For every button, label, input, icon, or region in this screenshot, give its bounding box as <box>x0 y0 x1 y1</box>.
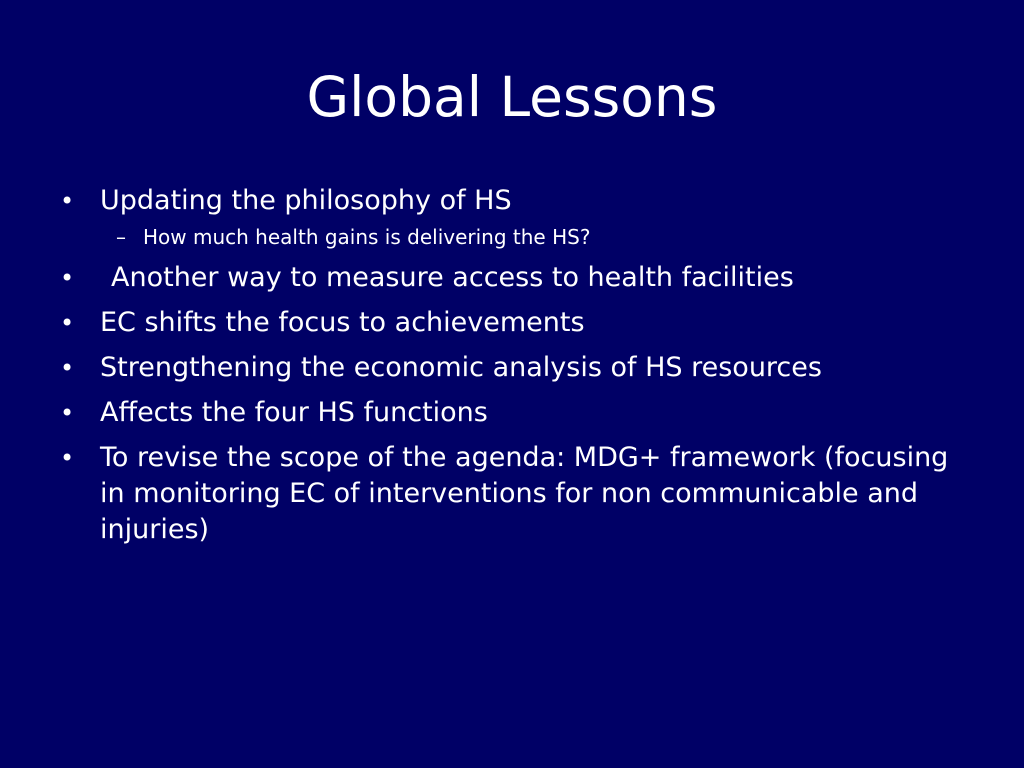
bullet-item <box>58 305 958 341</box>
bullet-icon: • <box>60 264 75 292</box>
bullet-item <box>58 350 958 386</box>
bullet-text: Affects the four HS functions <box>100 397 488 428</box>
bullet-text: To revise the scope of the agenda: MDG+ framework (focusing in monitoring EC of interventions for non communicable and injuries) <box>100 442 949 545</box>
bullet-text: Updating the philosophy of HS <box>100 185 512 216</box>
bullet-icon: • <box>60 354 75 382</box>
sub-bullet-text: How much health gains is delivering the HS? <box>143 225 591 249</box>
sub-bullet-item <box>58 223 958 251</box>
bullet-item <box>58 260 958 296</box>
bullet-text: Strengthening the economic analysis of HS resources <box>100 352 822 383</box>
slide-title: Global Lessons <box>306 65 718 129</box>
bullet-item <box>58 395 958 431</box>
bullet-text: Another way to measure access to health facilities <box>111 262 794 293</box>
bullet-text: EC shifts the focus to achievements <box>100 307 585 338</box>
bullet-item <box>58 183 958 219</box>
bullet-icon: • <box>60 309 75 337</box>
bullet-icon: • <box>60 444 75 472</box>
bullet-item <box>58 440 958 548</box>
dash-icon: – <box>116 225 126 249</box>
bullet-icon: • <box>60 187 75 215</box>
bullet-icon: • <box>60 399 75 427</box>
bullet-list <box>58 183 958 557</box>
